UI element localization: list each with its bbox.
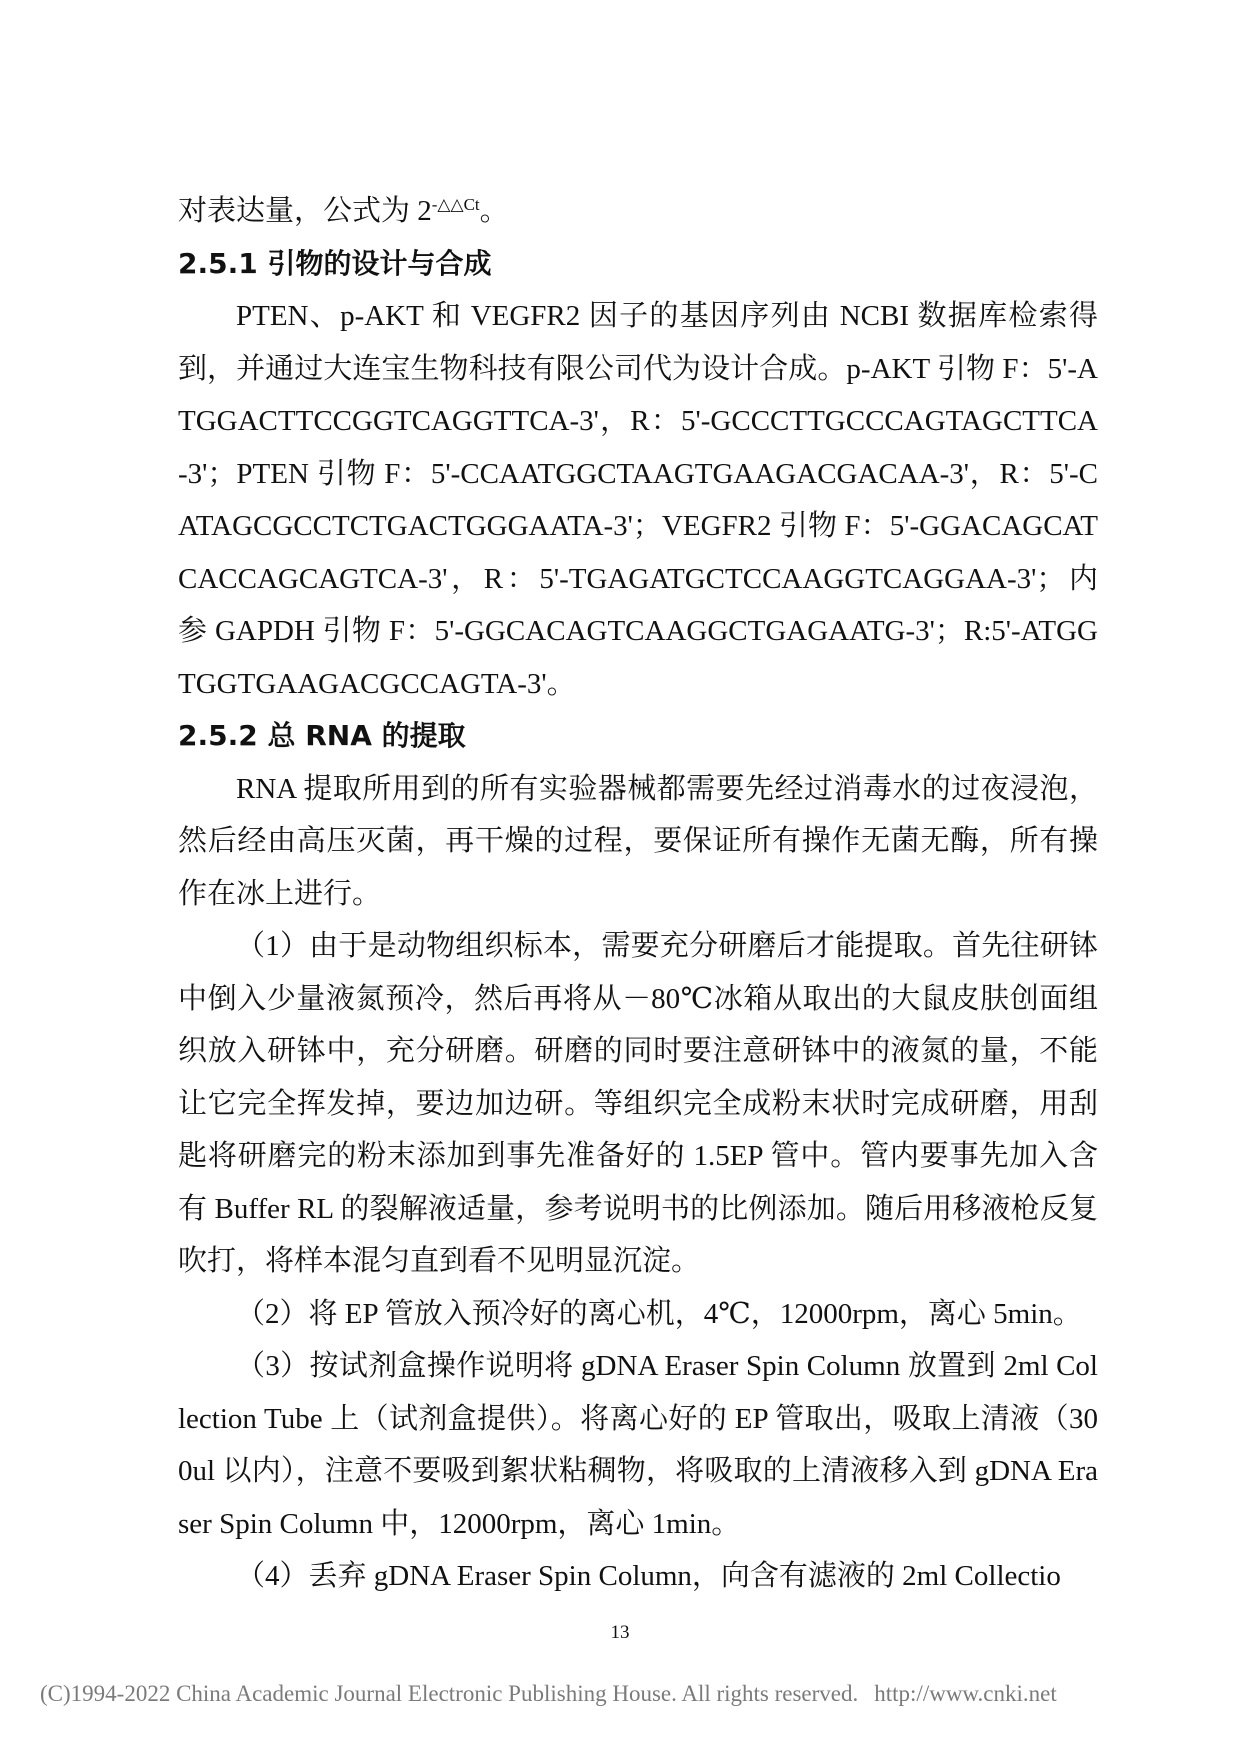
paragraph-step-1: （1）由于是动物组织标本，需要充分研磨后才能提取。首先往研钵中倒入少量液氮预冷，然后再将从－80℃冰箱从取出的大鼠皮肤创面组织放入研钵中，充分研磨。研磨的同时要注意研钵中的液氮的量，不能让它完全挥发掉，要边加边研。等组织完全成粉末状时完成研磨，用刮匙将研磨完的粉末添加到事先准备好的 1.5EP 管中。管内要事先加入含有 Buffer RL 的裂解液适量，参考说明书的比例添加。随后用移液枪反复吹打，将样本混匀直到看不见明显沉淀。 <box>178 930 1098 1277</box>
paragraph-rna-prep: RNA 提取所用到的所有实验器械都需要先经过消毒水的过夜浸泡，然后经由高压灭菌，再干燥的过程，要保证所有操作无菌无酶，所有操作在冰上进行。 <box>178 772 1098 910</box>
page-number: 13 <box>610 1622 630 1643</box>
section-heading-rna-extraction: 2.5.2 总 RNA 的提取 <box>178 719 466 752</box>
footer <box>40 1681 1057 1707</box>
paragraph-step-3: （3）按试剂盒操作说明将 gDNA Eraser Spin Column 放置到 2ml Collection Tube 上（试剂盒提供）。将离心好的 EP 管取出，吸取上清液（300ul 以内），注意不要吸到絮状粘稠物，将吸取的上清液移入到 gDNA Eraser Spin Column 中，12000rpm，离心 1min。 <box>178 1350 1098 1540</box>
formula-superscript: -△△Ct <box>431 195 480 214</box>
paragraph-formula <box>178 185 1098 238</box>
formula-text: 对表达量，公式为 2 <box>178 195 432 227</box>
paragraph-primer-sequences: PTEN、p-AKT 和 VEGFR2 因子的基因序列由 NCBI 数据库检索得到，并通过大连宝生物科技有限公司代为设计合成。p-AKT 引物 F：5'-ATGGACTTCCGGTCAGGTTCA-3'，R：5'-GCCCTTGCCCAGTAGCTTCA-3'；PTEN 引物 F：5'-CCAATGGCTAAGTGAAGACGACAA-3'，R：5'-CATAGCGCCTCTGACTGGGAATA-3'；VEGFR2 引物 F：5'-GGACAGCATCACCAGCAGTCA-3'，R：5'-TGAGATGCTCCAAGGTCAGGAA-3'；内参 GAPDH 引物 F：5'-GGCACAGTCAAGGCTGAGAATG-3'；R:5'-ATGGTGGTGAAGACGCCAGTA-3'。 <box>178 300 1098 700</box>
formula-end: 。 <box>479 195 509 227</box>
footer-copyright: (C)1994-2022 China Academic Journal Electronic Publishing House. All rights reserved. <box>40 1681 859 1706</box>
paragraph-step-2: （2）将 EP 管放入预冷好的离心机，4℃，12000rpm，离心 5min。 <box>236 1297 1082 1330</box>
paragraph-step-4: （4）丢弃 gDNA Eraser Spin Column，向含有滤液的 2ml Collectio <box>236 1560 1061 1592</box>
footer-url[interactable]: http://www.cnki.net <box>874 1681 1057 1706</box>
body-text <box>178 185 1098 1603</box>
section-heading-primer-design: 2.5.1 引物的设计与合成 <box>178 246 492 280</box>
